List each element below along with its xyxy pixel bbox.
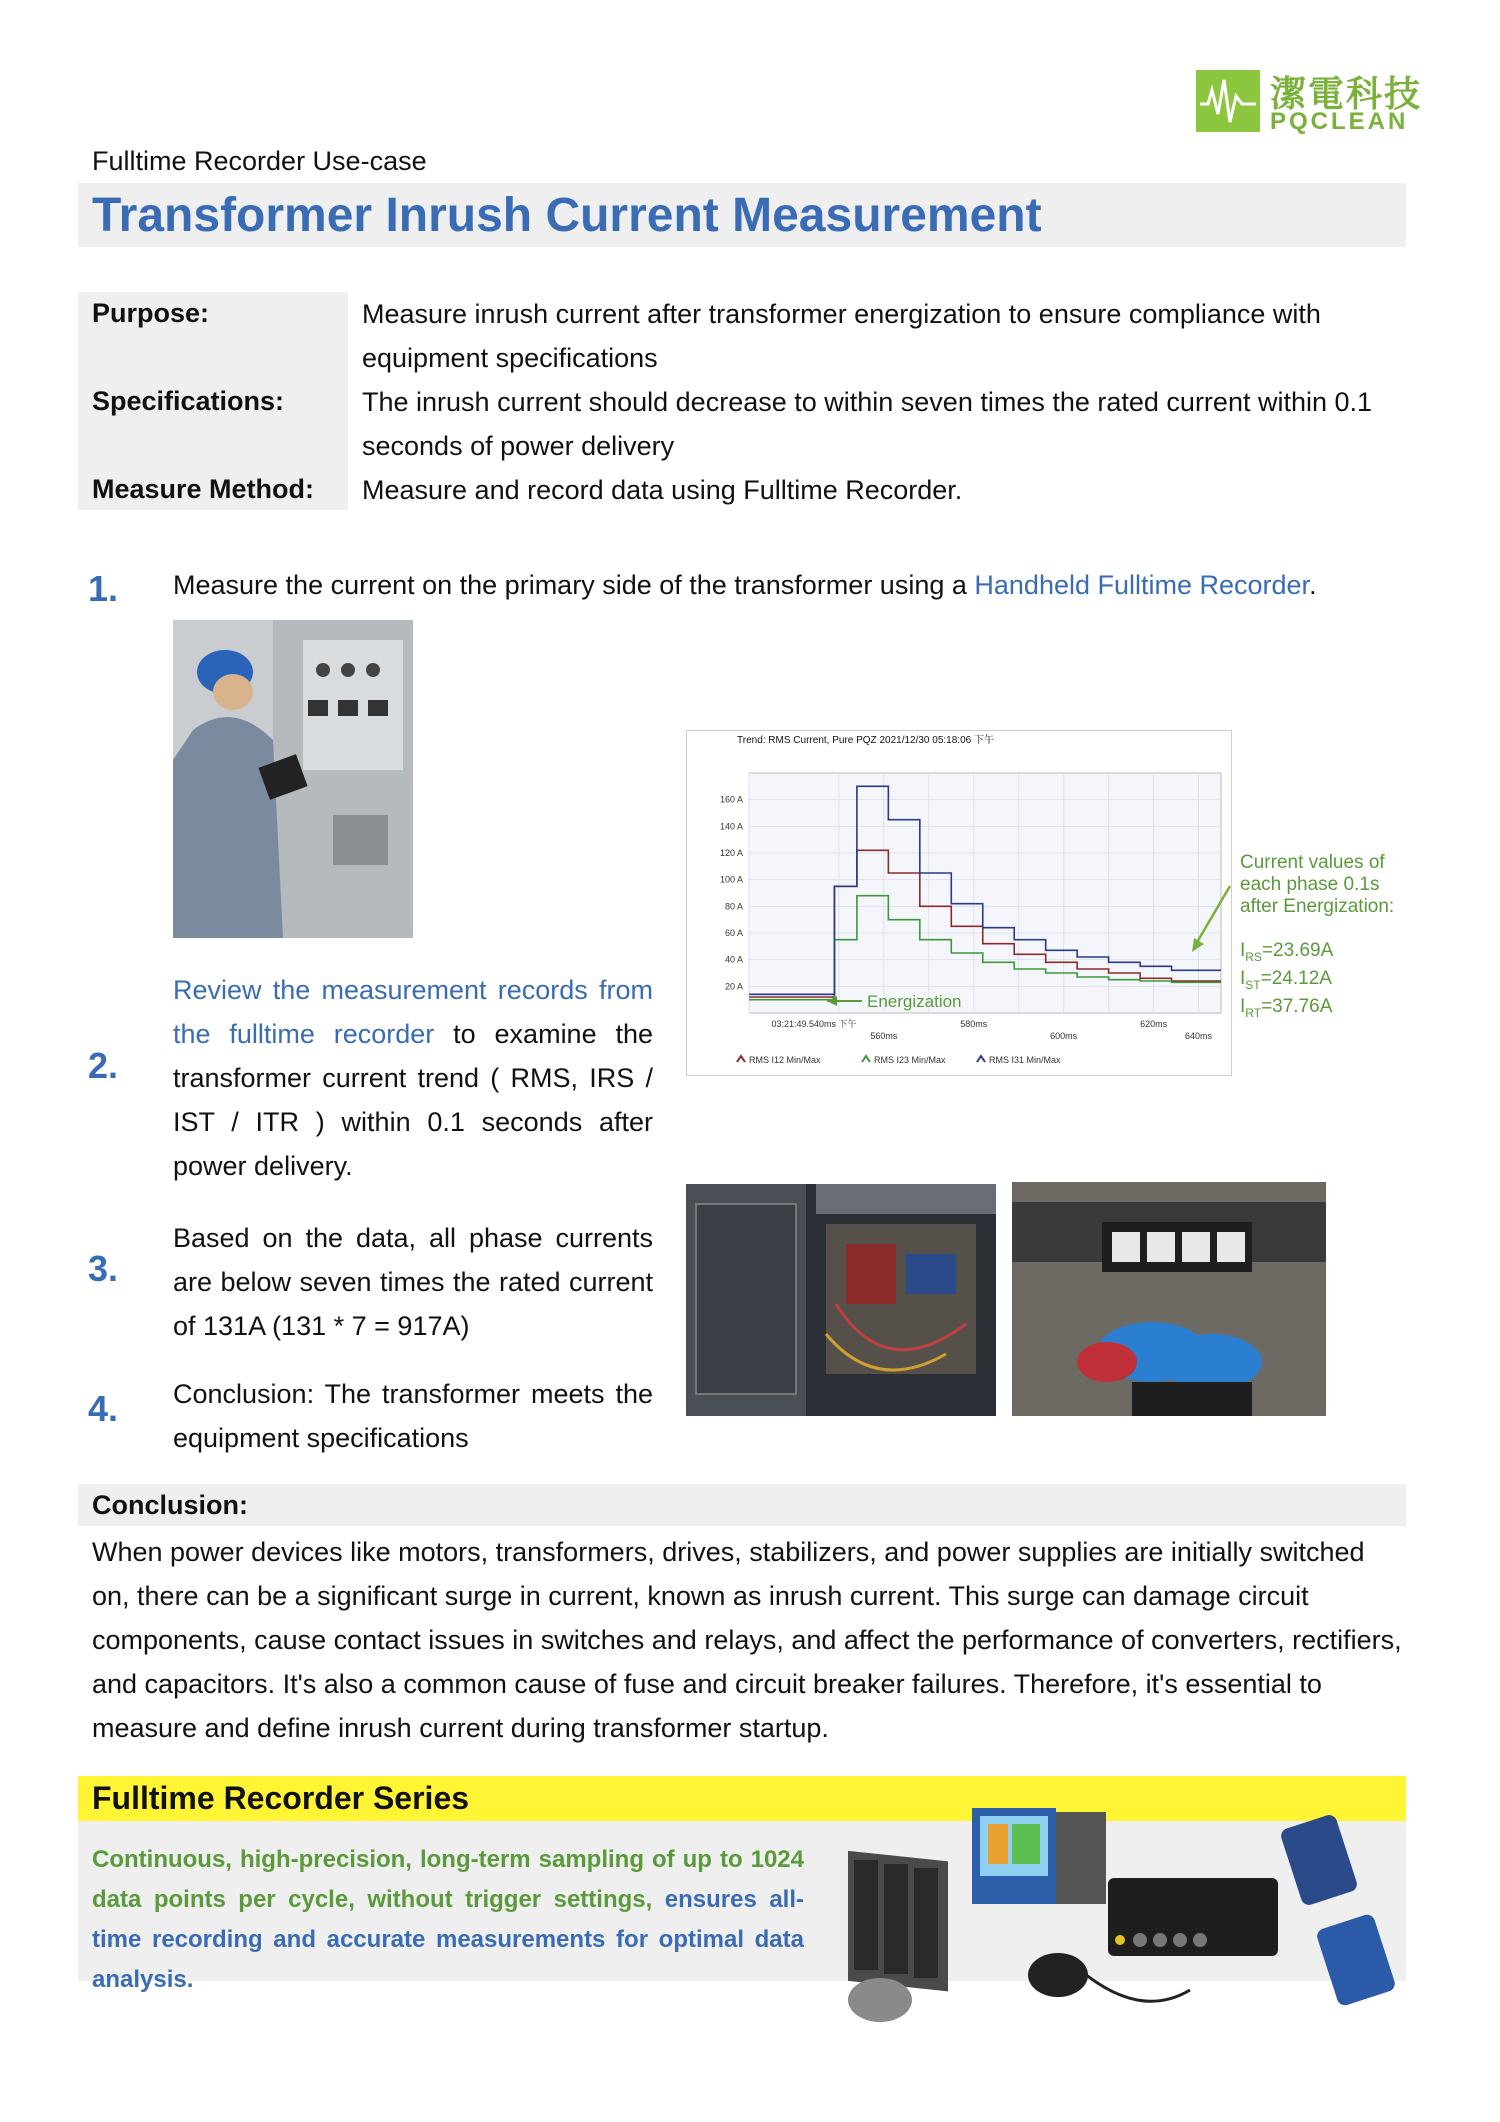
- x-tick-label: 560ms: [870, 1031, 898, 1041]
- legend-marker: [862, 1056, 870, 1062]
- step-1-number: 1.: [88, 568, 119, 609]
- spec-value-specifications: The inrush current should decrease to within seven times the rated current within 0.1 seconds of power delivery: [362, 387, 1373, 461]
- step-3-text: Based on the data, all phase currents are below seven times the rated current of 131A (131 * 7 = 917A): [173, 1223, 653, 1341]
- step-1-text: Measure the current on the primary side of the transformer using a Handheld Fulltime Recorder.: [173, 570, 1317, 600]
- phase-readings: [1240, 940, 1333, 1023]
- x-tick-label: 580ms: [960, 1019, 988, 1029]
- step-2-number: 2.: [88, 1045, 119, 1086]
- legend-entry: RMS I31 Min/Max: [989, 1055, 1061, 1065]
- step-4-text: Conclusion: The transformer meets the equipment specifications: [173, 1379, 653, 1453]
- reading-irt: $I_{RT}=37.76A$: [1240, 995, 1333, 1020]
- step-1-link[interactable]: Handheld Fulltime Recorder: [974, 570, 1310, 600]
- x-tick-label: 640ms: [1185, 1031, 1213, 1041]
- product-lineup-image: [840, 1790, 1400, 2030]
- y-tick-label: 80 A: [724, 901, 743, 912]
- clamp-probes-photo: [1012, 1182, 1326, 1416]
- reading-annotation-title: Current values of each phase 0.1s after Energization:: [1240, 852, 1395, 917]
- x-tick-label: 03:21:49.540ms 下午: [771, 1019, 857, 1029]
- step-2-link[interactable]: Review the measurement records from the fulltime recorder: [173, 975, 653, 1049]
- chart-title: Trend: RMS Current, Pure PQZ 2021/12/30 05:18:06 下午: [737, 735, 994, 746]
- cabinet-interior-photo: [686, 1184, 996, 1416]
- y-tick-label: 60 A: [724, 928, 743, 938]
- plot-area: [749, 773, 1221, 1013]
- y-tick-label: 140 A: [719, 821, 743, 832]
- step-2-text: Review the measurement records from the fulltime recorder to examine the transformer current trend ( RMS, IRS / IST / ITR ) within 0.1 seconds after power delivery.: [173, 975, 653, 1181]
- spec-value-purpose: Measure inrush current after transformer energization to ensure compliance with equipment specifications: [362, 299, 1321, 373]
- reading-irs: $I_{RS}=23.69A$: [1240, 940, 1334, 964]
- reading-arrow-icon: [1188, 882, 1238, 962]
- step-3-number: 3.: [88, 1248, 119, 1289]
- page-title: Transformer Inrush Current Measurement: [92, 189, 1042, 242]
- logo-mark-icon: [1196, 70, 1260, 132]
- x-tick-label: 620ms: [1140, 1019, 1168, 1029]
- y-tick-label: 160 A: [719, 794, 743, 805]
- spec-label-specifications: Specifications:: [92, 386, 285, 416]
- chart-svg: [687, 731, 1231, 1075]
- spec-label-purpose: Purpose:: [92, 298, 210, 328]
- x-tick-label: 600ms: [1050, 1031, 1078, 1041]
- legend-marker: [737, 1056, 745, 1062]
- legend-marker: [977, 1056, 985, 1062]
- technician-photo: [173, 620, 413, 938]
- spec-label-method: Measure Method:: [92, 474, 315, 504]
- logo-english-text: PQCLEAN: [1270, 108, 1409, 135]
- conclusion-label: Conclusion:: [92, 1490, 248, 1520]
- series-title: Fulltime Recorder Series: [92, 1780, 470, 1816]
- series-description: Continuous, high-precision, long-term sampling of up to 1024 data points per cycle, without trigger settings, ensures all-time recording and accurate measurements for optimal data analysis.: [92, 1846, 804, 1993]
- step-4-number: 4.: [88, 1388, 119, 1429]
- y-tick-label: 120 A: [719, 848, 743, 858]
- y-tick-label: 100 A: [719, 874, 743, 885]
- conclusion-bar: [78, 1484, 1406, 1526]
- legend-entry: RMS I12 Min/Max: [749, 1055, 821, 1065]
- reading-ist: $I_{ST}=24.12A$: [1240, 967, 1332, 992]
- rms-current-trend-chart: [686, 730, 1232, 1076]
- legend-entry: RMS I23 Min/Max: [874, 1055, 946, 1065]
- y-tick-label: 40 A: [724, 954, 743, 965]
- y-tick-label: 20 A: [724, 981, 743, 992]
- logo-chinese-text: 潔電科技: [1270, 74, 1423, 115]
- conclusion-text: When power devices like motors, transformers, drives, stabilizers, and power supplies are initially switched on, there can be a significant surge in current, known as inrush current. This surge can damage circuit components, cause contact issues in switches and relays, and affect the performance of converters, rectifiers, and capacitors. It's also a common cause of fuse and circuit breaker failures. Therefore, it's essential to measure and define inrush current during transformer startup.: [92, 1537, 1402, 1743]
- page-subtitle: Fulltime Recorder Use-case: [92, 146, 427, 176]
- energization-label: Energization: [867, 992, 962, 1011]
- spec-value-method: Measure and record data using Fulltime Recorder.: [362, 475, 963, 505]
